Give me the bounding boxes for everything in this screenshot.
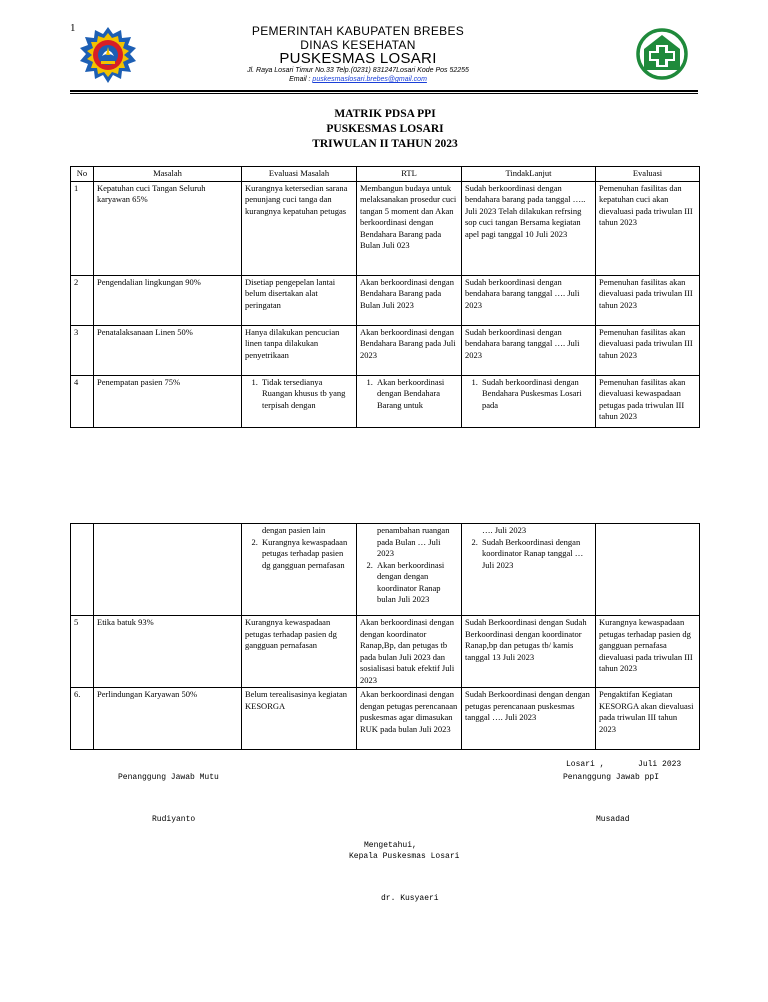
list-item: 1. Tidak tersedianya Ruangan khusus tb yang terpisah dengan (260, 377, 353, 412)
head-signatory-role: Kepala Puskesmas Losari (349, 852, 460, 861)
cell-evaluasi-masalah: Hanya dilakukan pencucian linen tanpa dilakukan penyetrikaan (242, 325, 357, 375)
cell-masalah: Penempatan pasien 75% (94, 375, 242, 427)
cell-evaluasi: Pemenuhan fasilitas akan dievaluasi pada triwulan III tahun 2023 (596, 275, 700, 325)
cell-rtl: Membangun budaya untuk melaksanakan prosedur cuci tangan 5 moment dan Akan berkoordinasi dengan Bendahara Barang pada Bulan Juli 023 (357, 181, 462, 275)
cell-no: 3 (71, 325, 94, 375)
cell-rtl: Akan berkoordinasi dengan Bendahara Barang pada Juli 2023 (357, 325, 462, 375)
letterhead-department: DINAS KESEHATAN (300, 38, 416, 52)
cell-evaluasi-masalah (242, 375, 357, 427)
table-row (71, 688, 700, 750)
cell-no: 6. (71, 688, 94, 750)
list-item: 1. Sudah berkoordinasi dengan Bendahara Puskesmas Losari pada (480, 377, 592, 412)
header-evaluasi: Evaluasi (596, 167, 700, 182)
letterhead-email (200, 76, 516, 83)
letterhead-address: Jl. Raya Losari Timur No.33 Telp.(0231) 831247Losari Kode Pos 52255 (247, 67, 469, 74)
cell-no (71, 524, 94, 616)
cell-rtl: Akan berkoordinasi dengan dengan koordinator Ranap,Bp, dan petugas tb pada bulan Juli 2023 dan sosialisasi batuk efektif Juli 2023 (357, 616, 462, 688)
page-number: 1 (70, 22, 76, 34)
cell-no: 1 (71, 181, 94, 275)
list-item: 2. Akan berkoordinasi dengan dengan koordinator Ranap bulan Juli 2023 (375, 560, 458, 606)
letterhead-rule-thin (70, 93, 698, 94)
cell-tindak-lanjut: Sudah berkoordinasi dengan bendahara barang tanggal …. Juli 2023 (462, 325, 596, 375)
table-row (71, 375, 700, 427)
cell-tindak-lanjut (462, 524, 596, 616)
cell-evaluasi-masalah (242, 524, 357, 616)
head-signatory-name: dr. Kusyaeri (381, 894, 439, 903)
document-period: TRIWULAN II TAHUN 2023 (312, 138, 458, 150)
table-row (71, 181, 700, 275)
letterhead-rule-thick (70, 90, 698, 92)
cell-continuation-text: dengan pasien lain (262, 525, 326, 535)
list-item: 2. Sudah Berkoordinasi dengan koordinator Ranap tanggal … Juli 2023 (480, 537, 592, 572)
email-label: Email : (289, 76, 313, 83)
letterhead-government: PEMERINTAH KABUPATEN BREBES (251, 24, 465, 38)
cell-evaluasi-masalah: Belum terealisasinya kegiatan KESORGA (242, 688, 357, 750)
document-subtitle: PUSKESMAS LOSARI (326, 123, 444, 135)
cell-rtl (357, 375, 462, 427)
table-row (71, 524, 700, 616)
cell-evaluasi: Pemenuhan fasilitas akan dievaluasi pada triwulan III tahun 2023 (596, 325, 700, 375)
cell-evaluasi: Kurangnya kewaspadaan petugas terhadap pasien dg gangguan pernafasa dievaluasi pada triwulan III tahun 2023 (596, 616, 700, 688)
left-signatory-name: Rudiyanto (152, 815, 196, 824)
list-item: 1. Akan berkoordinasi dengan Bendahara Barang untuk (375, 377, 458, 412)
cell-masalah: Perlindungan Karyawan 50% (94, 688, 242, 750)
email-link[interactable]: puskesmaslosari.brebes@gmail.com (312, 76, 427, 83)
cell-tindak-lanjut: Sudah Berkoordinasi dengan Sudah Berkoordinasi dengan koordinator Ranap,bp dan petugas tb/ kamis tanggal 13 Juli 2023 (462, 616, 596, 688)
cell-no: 2 (71, 275, 94, 325)
puskesmas-logo (634, 28, 690, 80)
left-signatory-role: Penanggung Jawab Mutu (118, 773, 219, 782)
right-signatory-name: Musadad (596, 815, 630, 824)
header-rtl: RTL (357, 167, 462, 182)
cell-evaluasi: Pemenuhan fasilitas dan kepatuhan cuci akan dievaluasi pada triwulan III tahun 2023 (596, 181, 700, 275)
right-signatory-role: Penanggung Jawab ppI (563, 773, 660, 782)
letterhead-puskesmas: PUSKESMAS LOSARI (279, 50, 437, 67)
cell-no: 5 (71, 616, 94, 688)
cell-rtl (357, 524, 462, 616)
cell-evaluasi-masalah: Disetiap pengepelan lantai belum disertakan alat peringatan (242, 275, 357, 325)
known-by-label: Mengetahui, (364, 841, 417, 850)
pdsa-matrix-table (70, 166, 700, 428)
cell-tindak-lanjut: Sudah berkoordinasi dengan bendahara barang tanggal …. Juli 2023 (462, 275, 596, 325)
cell-evaluasi: Pemenuhan fasilitas akan dievaluasi kewaspadaan petugas pada triwulan III tahun 2023 (596, 375, 700, 427)
place-date: Losari , Juli 2023 (566, 760, 682, 769)
table-row (71, 616, 700, 688)
cell-evaluasi (596, 524, 700, 616)
pdsa-matrix-table-continued (70, 523, 700, 750)
header-tindak-lanjut: TindakLanjut (462, 167, 596, 182)
cell-continuation-text: penambahan ruangan pada Bulan … Juli 2023 (377, 525, 450, 558)
cell-masalah: Penatalaksanaan Linen 50% (94, 325, 242, 375)
header-no: No (71, 167, 94, 182)
cell-rtl: Akan berkoordinasi dengan dengan petugas perencanaan puskesmas agar dimasukan RUK pada bulan Juli 2023 (357, 688, 462, 750)
cell-masalah: Etika batuk 93% (94, 616, 242, 688)
cell-tindak-lanjut (462, 375, 596, 427)
cell-rtl: Akan berkoordinasi dengan Bendahara Barang pada Bulan Juli 2023 (357, 275, 462, 325)
header-evaluasi-masalah: Evaluasi Masalah (242, 167, 357, 182)
cell-no: 4 (71, 375, 94, 427)
header-masalah: Masalah (94, 167, 242, 182)
cell-evaluasi: Pengaktifan Kegiatan KESORGA akan dievaluasi pada triwulan III tahun 2023 (596, 688, 700, 750)
cell-tindak-lanjut: Sudah Berkoordinasi dengan dengan petugas perencanaan puskesmas tanggal …. Juli 2023 (462, 688, 596, 750)
table-row (71, 325, 700, 375)
cell-masalah: Pengendalian lingkungan 90% (94, 275, 242, 325)
table-row (71, 275, 700, 325)
cell-masalah: Kepatuhan cuci Tangan Seluruh karyawan 65% (94, 181, 242, 275)
cell-evaluasi-masalah: Kurangnya ketersedian sarana penunjang cuci tanga dan kurangnya kepatuhan petugas (242, 181, 357, 275)
cell-masalah (94, 524, 242, 616)
cell-evaluasi-masalah: Kurangnya kewaspadaan petugas terhadap pasien dg gangguan pernafasan (242, 616, 357, 688)
table-header-row (71, 167, 700, 182)
cell-continuation-text: …. Juli 2023 (482, 525, 527, 535)
list-item: 2. Kurangnya kewaspadaan petugas terhadap pasien dg gangguan pernafasan (260, 537, 353, 572)
document-title: MATRIK PDSA PPI (334, 108, 436, 120)
brebes-emblem-logo (76, 25, 140, 85)
cell-tindak-lanjut: Sudah berkoordinasi dengan bendahara barang pada tanggal ….. Juli 2023 Telah dilakukan refrsing sop cuci tangan Bersama kegiatan apel pagi tanggal 10 Juli 2023 (462, 181, 596, 275)
